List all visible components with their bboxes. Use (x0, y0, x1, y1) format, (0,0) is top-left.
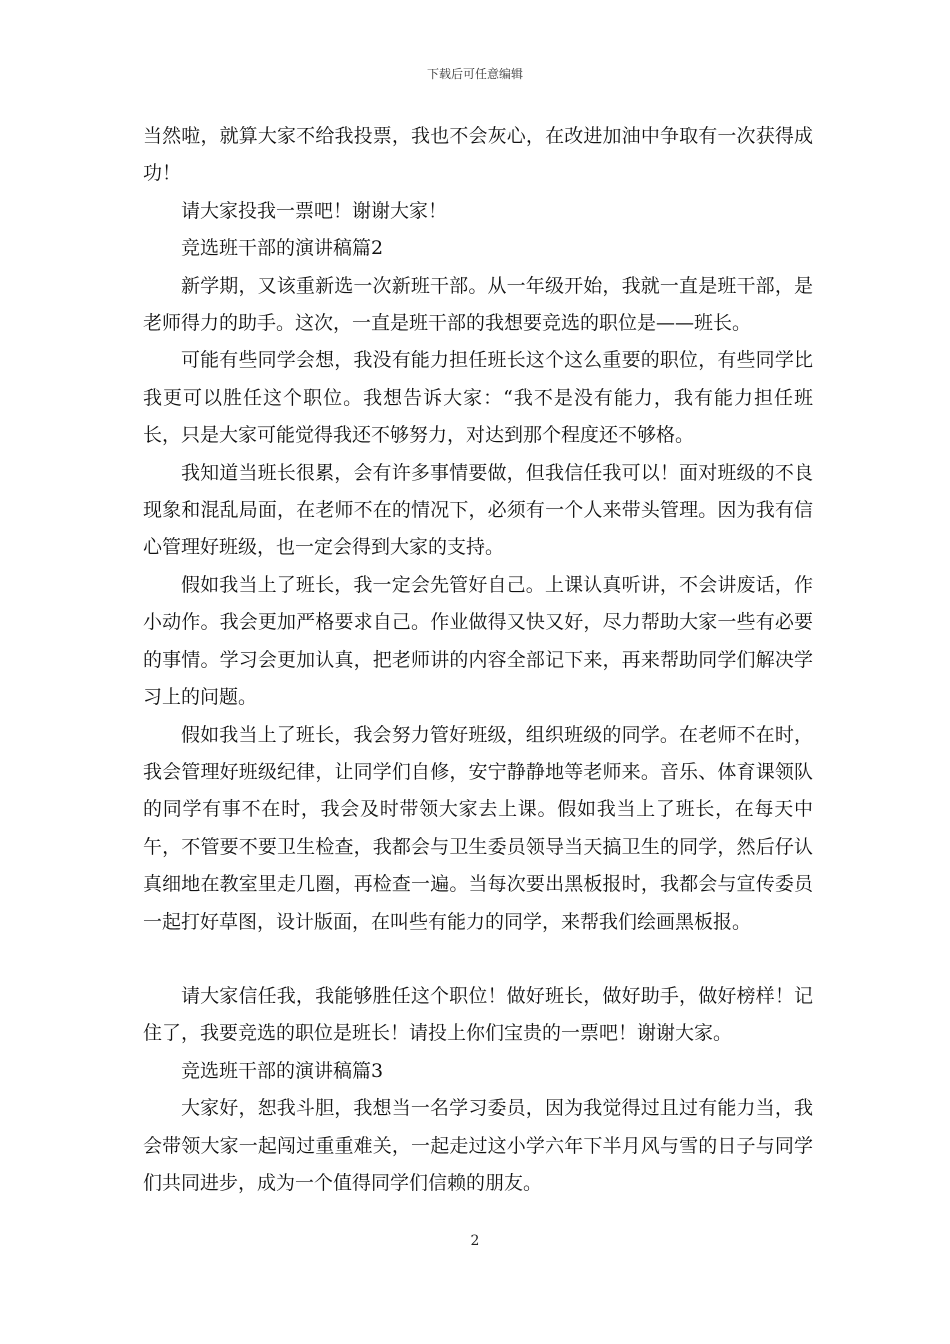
paragraph: 我知道当班长很累，会有许多事情要做，但我信任我可以！面对班级的不良现象和混乱局面，在老师不在的情况下，必须有一个人来带头管理。因为我有信心管理好班级，也一定会得到大家的支持。 (143, 461, 813, 559)
paragraph: 当然啦，就算大家不给我投票，我也不会灰心，在改进加油中争取有一次获得成功！ (143, 125, 813, 185)
paragraph: 新学期，又该重新选一次新班干部。从一年级开始，我就一直是班干部，是老师得力的助手。这次，一直是班干部的我想要竞选的职位是——班长。 (143, 274, 813, 335)
document-body (143, 118, 813, 1202)
paragraph: 可能有些同学会想，我没有能力担任班长这个这么重要的职位，有些同学比我更可以胜任这个职位。我想告诉大家：“我不是没有能力，我有能力担任班长，只是大家可能觉得我还不够努力，对达到那个程度还不够格。 (143, 349, 813, 447)
section-heading: 竞选班干部的演讲稿篇2 (181, 237, 384, 260)
paragraph-gap (143, 941, 813, 978)
page-header: 下载后可任意编辑 (426, 67, 523, 81)
paragraph: 请大家投我一票吧！谢谢大家！ (181, 199, 448, 222)
section-heading: 竞选班干部的演讲稿篇3 (181, 1059, 384, 1082)
paragraph: 请大家信任我，我能够胜任这个职位！做好班长，做好助手，做好榜样！记住了，我要竞选的职位是班长！请投上你们宝贵的一票吧！谢谢大家。 (143, 984, 813, 1045)
paragraph: 大家好，恕我斗胆，我想当一名学习委员，因为我觉得过且过有能力当，我会带领大家一起闯过重重难关，一起走过这小学六年下半月风与雪的日子与同学们共同进步，成为一个值得同学们信赖的朋友。 (143, 1097, 813, 1194)
paragraph: 假如我当上了班长，我一定会先管好自己。上课认真听讲，不会讲废话，作小动作。我会更加严格要求自己。作业做得又快又好，尽力帮助大家一些有必要的事情。学习会更加认真，把老师讲的内容全部记下来，再来帮助同学们解决学习上的问题。 (143, 573, 813, 709)
page-number: 2 (470, 1233, 480, 1249)
paragraph: 假如我当上了班长，我会努力管好班级，组织班级的同学。在老师不在时，我会管理好班级纪律，让同学们自修，安宁静静地等老师来。音乐、体育课领队的同学有事不在时，我会及时带领大家去上课。假如我当上了班长，在每天中午，不管要不要卫生检查，我都会与卫生委员领导当天搞卫生的同学，然后仔认真细地在教室里走几圈，再检查一遍。当每次要出黑板报时，我都会与宣传委员一起打好草图，设计版面，在叫些有能力的同学，来帮我们绘画黑板报。 (143, 723, 813, 933)
